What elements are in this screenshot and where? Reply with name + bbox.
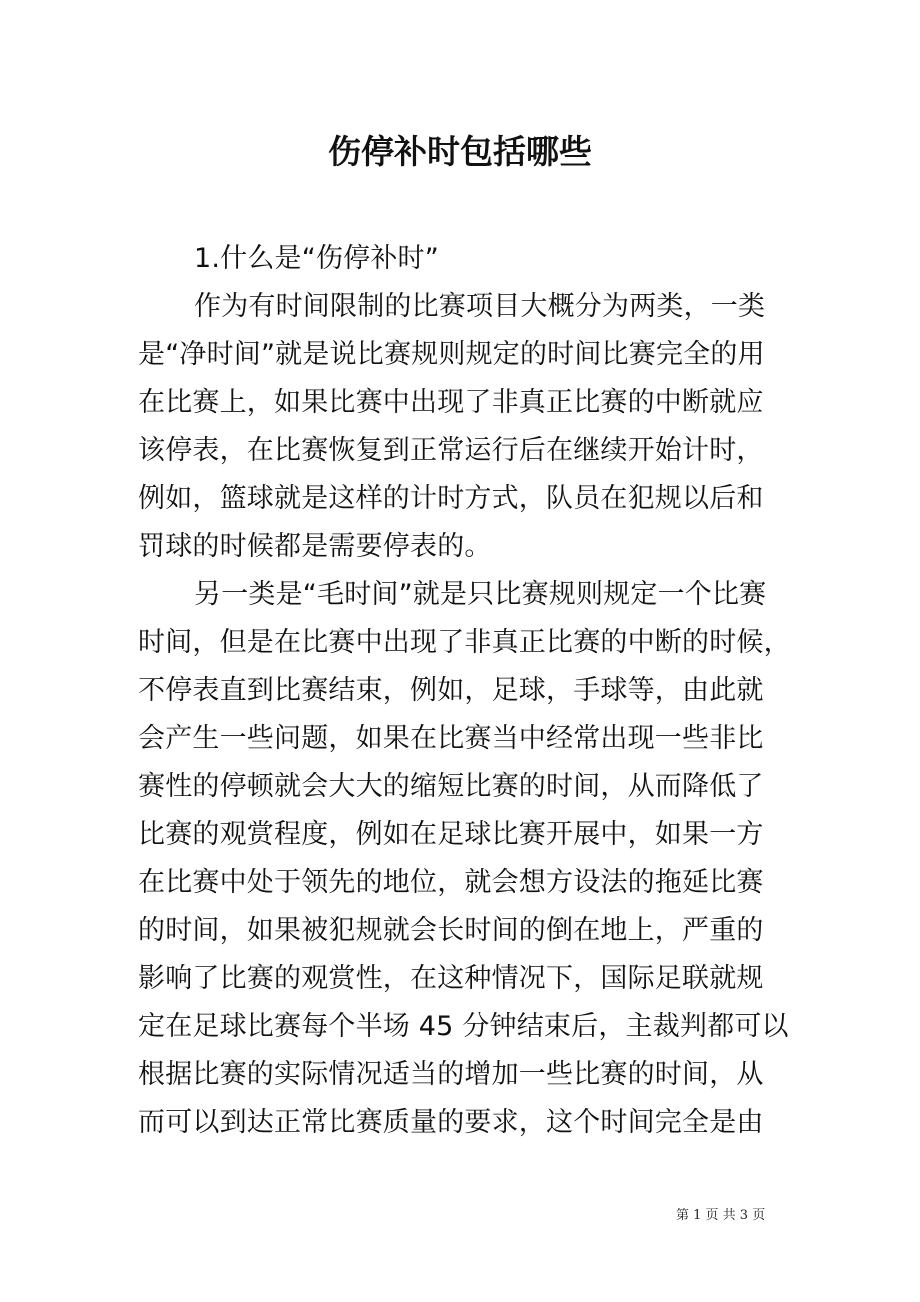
text-line: 定在足球比赛每个半场 45 分钟结束后，主裁判都可以	[138, 1011, 789, 1042]
text-line: 是“净时间”就是说比赛规则规定的时间比赛完全的用	[138, 339, 765, 370]
text-line: 根据比赛的实际情况适当的增加一些比赛的时间，从	[138, 1059, 764, 1090]
text-line: 另一类是“毛时间”就是只比赛规则规定一个比赛	[194, 579, 767, 610]
text-line: 该停表，在比赛恢复到正常运行后在继续开始计时，	[138, 435, 764, 466]
text-line: 在比赛中处于领先的地位，就会想方设法的拖延比赛	[138, 867, 764, 898]
text-line: 罚球的时候都是需要停表的。	[138, 531, 492, 562]
document-body	[138, 235, 791, 1147]
text-line: 比赛的观赏程度，例如在足球比赛开展中，如果一方	[138, 819, 764, 850]
text-line: 时间，但是在比赛中出现了非真正比赛的中断的时候，	[138, 627, 791, 658]
text-line: 影响了比赛的观赏性，在这种情况下，国际足联就规	[138, 963, 764, 994]
text-line: 的时间，如果被犯规就会长时间的倒在地上，严重的	[138, 915, 764, 946]
text-line: 例如，篮球就是这样的计时方式，队员在犯规以后和	[138, 483, 764, 514]
document-title: 伤停补时包括哪些	[328, 132, 592, 171]
page-number: 第 1 页 共 3 页	[676, 1208, 766, 1223]
text-line: 不停表直到比赛结束，例如，足球，手球等，由此就	[138, 675, 764, 706]
text-line: 赛性的停顿就会大大的缩短比赛的时间，从而降低了	[138, 771, 764, 802]
text-line: 而可以到达正常比赛质量的要求，这个时间完全是由	[138, 1107, 764, 1138]
text-line: 在比赛上，如果比赛中出现了非真正比赛的中断就应	[138, 387, 764, 418]
text-line: 作为有时间限制的比赛项目大概分为两类，一类	[194, 291, 766, 322]
text-line: 会产生一些问题，如果在比赛当中经常出现一些非比	[138, 723, 764, 754]
section-heading: 1.什么是“伤停补时”	[194, 243, 439, 274]
